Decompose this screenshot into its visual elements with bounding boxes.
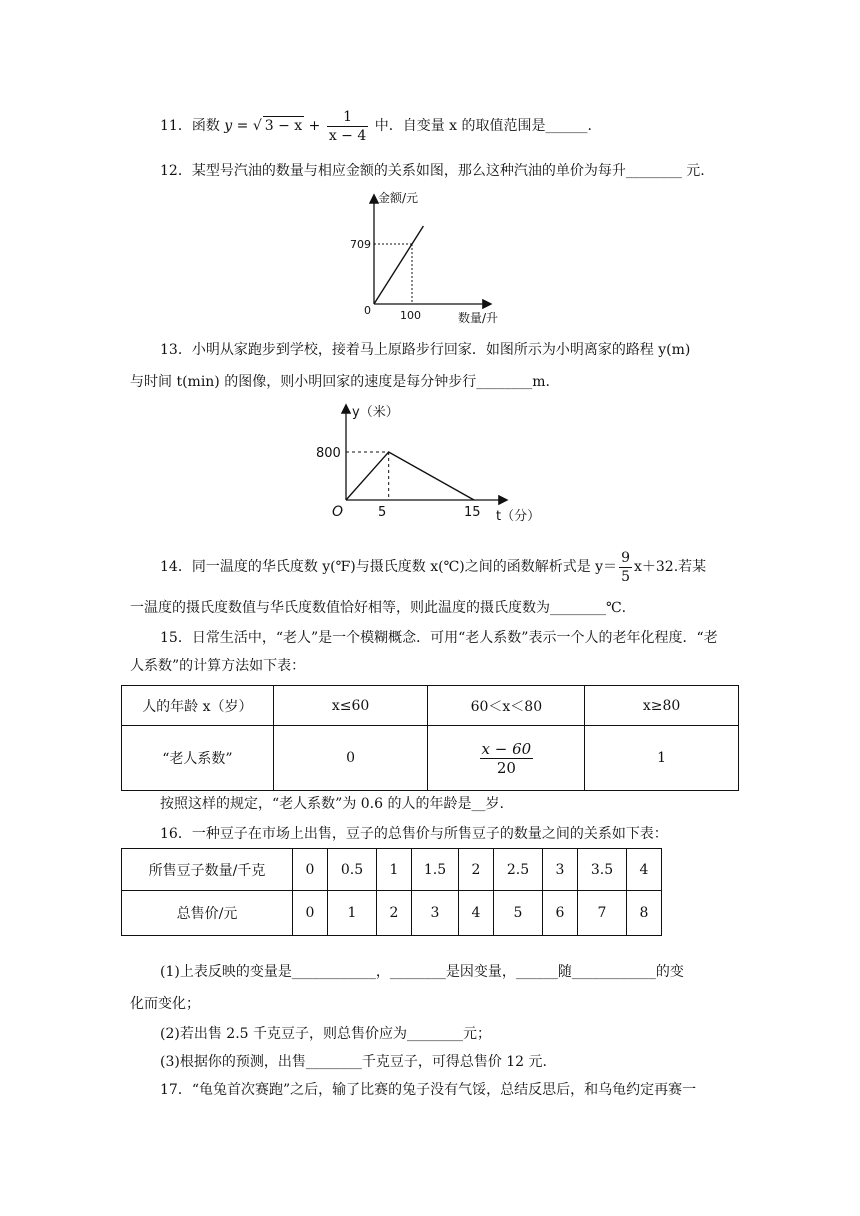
table-cell: 4 (627, 849, 662, 891)
q15-line1-text: 15．日常生活中，“老人”是一个模糊概念．可用“老人系数”表示一个人的老年化程度．“老 (160, 630, 718, 646)
q16-sub2-text: (2)若出售 2.5 千克豆子，则总售价应为________元； (160, 1026, 491, 1042)
x-tick-5: 5 (378, 505, 387, 520)
y-tick-800: 800 (316, 446, 341, 461)
table-cell: 5 (494, 891, 543, 936)
q11-y-eq: y = (224, 118, 249, 134)
chart-gasoline (350, 188, 516, 328)
q13-line1-text: 13．小明从家跑步到学校，接着马上原路步行回家．如图所示为小明离家的路程 y(m) (160, 342, 691, 358)
question-15-line1 (160, 628, 718, 648)
series-line (374, 226, 423, 304)
table-cell: 0.5 (328, 849, 377, 891)
q15-frac-num: x − 60 (481, 739, 532, 758)
question-15-line2 (130, 656, 305, 676)
question-17-line1 (160, 1080, 696, 1100)
q15-fraction (480, 740, 534, 777)
question-11 (160, 104, 592, 148)
q14-fraction (619, 549, 632, 586)
q11-plus: + (308, 118, 321, 134)
question-14-line2 (130, 598, 626, 618)
q11-tail: 中．自变量 x 的取值范围是______. (374, 118, 592, 134)
question-16-sub2 (160, 1024, 491, 1044)
question-13-line1 (160, 340, 690, 360)
q11-fraction (327, 108, 368, 145)
table-cell: 0 (293, 849, 328, 891)
table-cell: 7 (578, 891, 627, 936)
table-cell: 0 (293, 891, 328, 936)
question-16-sub1-line2 (130, 994, 200, 1014)
x-axis-label: 数量/升 (458, 311, 499, 325)
q14-frac-den: 5 (621, 568, 630, 585)
table-cell: 1 (328, 891, 377, 936)
y-axis-label: y（米） (352, 405, 399, 420)
table-row (122, 891, 662, 936)
question-13-line2 (130, 372, 550, 392)
q15-after-text: 按照这样的规定，“老人系数”为 0.6 的人的年龄是__岁. (160, 796, 504, 812)
origin-label: O (332, 504, 344, 520)
table-cell: 3 (412, 891, 459, 936)
table-cell-fraction (428, 726, 585, 791)
table-cell: 4 (459, 891, 494, 936)
table-cell: x≤60 (273, 686, 428, 726)
table-cell: x≥80 (585, 686, 739, 726)
y-tick-709: 709 (350, 238, 371, 251)
q11-number: 11．函数 (160, 118, 220, 134)
table-row (122, 849, 662, 891)
table-cell: 3.5 (578, 849, 627, 891)
q14-pre: 14．同一温度的华氏度数 y(℉)与摄氏度数 x(℃)之间的函数解析式是 y＝ (160, 559, 618, 575)
table-cell: 6 (543, 891, 578, 936)
table-cell: 2 (377, 891, 412, 936)
table-cell: 1 (377, 849, 412, 891)
table-cell: 1.5 (412, 849, 459, 891)
q11-sqrt-body: 3 − x (264, 118, 303, 134)
table-beans (121, 848, 662, 936)
q14-line2-text: 一温度的摄氏度数值与华氏度数值恰好相等，则此温度的摄氏度数为________℃. (130, 600, 627, 616)
table-elder-coefficient (121, 685, 739, 791)
q16-sub1-line1-text: (1)上表反映的变量是____________，________是因变量，______随____________的变 (160, 964, 684, 980)
x-tick-15: 15 (464, 505, 481, 520)
table-cell: 所售豆子数量/千克 (122, 849, 293, 891)
q14-frac-num: 9 (621, 549, 630, 566)
x-axis-label: t（分） (496, 509, 541, 524)
origin-label: 0 (364, 304, 371, 317)
table-cell: 8 (627, 891, 662, 936)
series-line (346, 452, 474, 500)
table-cell: 2 (459, 849, 494, 891)
q15-line2-text: 人系数”的计算方法如下表： (130, 658, 306, 674)
table-cell: 总售价/元 (122, 891, 293, 936)
q11-frac-den: x − 4 (328, 127, 367, 144)
table-cell: 人的年龄 x（岁） (122, 686, 274, 726)
q13-line2-text: 与时间 t(min) 的图像，则小明回家的速度是每分钟步行________m. (130, 374, 550, 390)
q16-sub1-line2-text: 化而变化； (130, 996, 200, 1012)
x-tick-100: 100 (400, 309, 421, 322)
table-cell: 60＜x＜80 (428, 686, 585, 726)
question-16-sub3 (160, 1052, 547, 1072)
q14-post: x＋32.若某 (633, 559, 707, 575)
table-cell: 0 (273, 726, 428, 791)
table-cell: 3 (543, 849, 578, 891)
question-14-line1 (160, 546, 706, 588)
question-15-after (160, 794, 504, 814)
q11-frac-num: 1 (327, 108, 368, 127)
table-row (122, 726, 739, 791)
table-cell: “老人系数” (122, 726, 274, 791)
y-axis-label: 金额/元 (378, 191, 419, 205)
question-16-line1 (160, 824, 668, 844)
question-12-text: 12．某型号汽油的数量与相应金额的关系如图，那么这种汽油的单价为每升________ 元. (160, 163, 705, 179)
table-cell: 1 (585, 726, 739, 791)
q16-sub3-text: (3)根据你的预测，出售________千克豆子，可得总售价 12 元. (160, 1054, 547, 1070)
q11-sqrt-sign: √ (252, 118, 262, 134)
q16-line1-text: 16．一种豆子在市场上出售，豆子的总售价与所售豆子的数量之间的关系如下表： (160, 826, 668, 842)
table-cell: 2.5 (494, 849, 543, 891)
question-16-sub1-line1 (160, 962, 684, 982)
q15-frac-den: 20 (496, 758, 516, 777)
chart-walk (316, 400, 546, 540)
q17-line1-text: 17．“龟兔首次赛跑”之后，输了比赛的兔子没有气馁，总结反思后，和乌龟约定再赛一 (160, 1082, 697, 1098)
table-row (122, 686, 739, 726)
